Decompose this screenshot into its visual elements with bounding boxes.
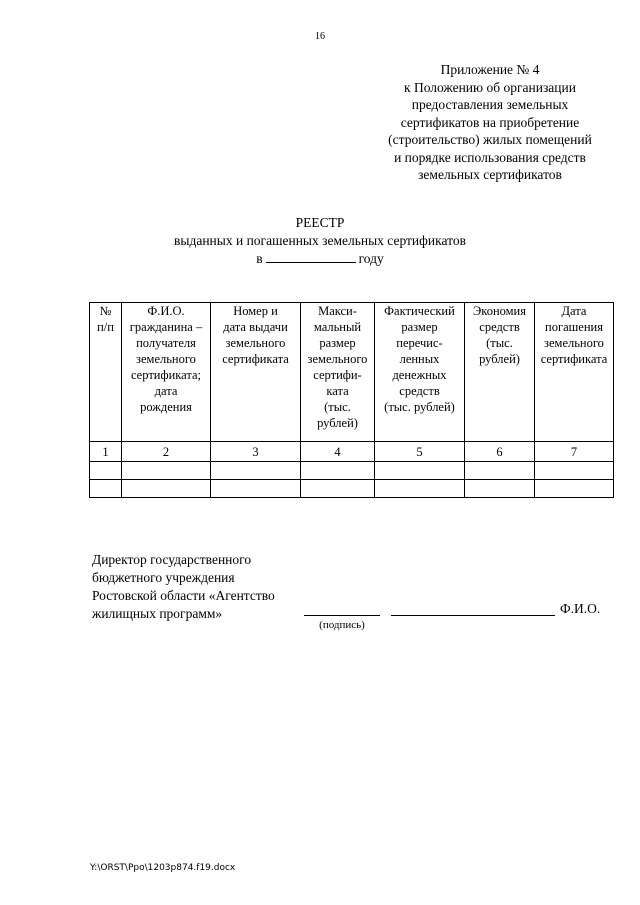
header-cell: Фактический размер перечис- ленных денежных средств (тыс. рублей) xyxy=(375,303,465,442)
table-cell xyxy=(465,480,535,498)
register-table xyxy=(89,302,614,498)
page-number: 16 xyxy=(315,31,325,42)
table-cell xyxy=(301,480,375,498)
column-number: 7 xyxy=(535,442,614,462)
table-cell xyxy=(90,480,122,498)
table-cell xyxy=(375,462,465,480)
column-number: 5 xyxy=(375,442,465,462)
year-fill-line xyxy=(266,250,356,263)
director-line: Директор государственного xyxy=(92,552,252,567)
name-line xyxy=(391,615,555,616)
column-number: 2 xyxy=(122,442,211,462)
file-path-footer: Y:\ORST\Ppo\1203p874.f19.docx xyxy=(90,863,236,873)
header-cell: № п/п xyxy=(90,303,122,442)
table-cell xyxy=(122,480,211,498)
table-cell xyxy=(211,462,301,480)
appendix-note xyxy=(368,61,612,184)
column-number: 4 xyxy=(301,442,375,462)
column-number-row xyxy=(90,442,614,462)
table-cell xyxy=(122,462,211,480)
header-cell: Макси- мальный размер земельного сертифи- ката (тыс. рублей) xyxy=(301,303,375,442)
header-cell: Ф.И.О. гражданина – получателя земельного сертификата; дата рождения xyxy=(122,303,211,442)
appendix-line: сертификатов на приобретение xyxy=(400,114,580,130)
header-cell: Номер и дата выдачи земельного сертификата xyxy=(211,303,301,442)
table-cell xyxy=(535,480,614,498)
director-line: жилищных программ» xyxy=(92,606,223,621)
appendix-line: (строительство) жилых помещений xyxy=(388,132,592,147)
table-cell xyxy=(90,462,122,480)
year-prefix: в xyxy=(256,251,263,266)
signature-line xyxy=(304,615,380,616)
year-suffix: году xyxy=(358,251,384,266)
table-cell xyxy=(375,480,465,498)
header-cell: Экономия средств (тыс. рублей) xyxy=(465,303,535,442)
header-cell: Дата погашения земельного сертификата xyxy=(535,303,614,442)
name-label: Ф.И.О. xyxy=(560,601,601,616)
table-row xyxy=(90,462,614,480)
column-number: 3 xyxy=(211,442,301,462)
table-row xyxy=(90,480,614,498)
appendix-line: земельных сертификатов xyxy=(418,167,562,182)
director-line: Ростовской области «Агентство xyxy=(92,588,275,603)
table-header-row xyxy=(90,303,614,442)
appendix-line: предоставления земельных xyxy=(411,97,569,112)
title-heading: РЕЕСТР xyxy=(295,215,345,230)
appendix-line: и порядке использования средств xyxy=(394,149,586,165)
title-subtitle: выданных и погашенных земельных сертификатов xyxy=(174,233,466,248)
appendix-line: Приложение № 4 xyxy=(440,62,540,77)
signature-label: (подпись) xyxy=(319,619,365,631)
appendix-line: к Положению об организации xyxy=(404,79,576,95)
director-line: бюджетного учреждения xyxy=(92,570,235,585)
column-number: 6 xyxy=(465,442,535,462)
table-cell xyxy=(211,480,301,498)
title-year-line xyxy=(0,250,640,268)
table-cell xyxy=(465,462,535,480)
column-number: 1 xyxy=(90,442,122,462)
table-cell xyxy=(535,462,614,480)
table-cell xyxy=(301,462,375,480)
document-title xyxy=(0,214,640,268)
director-title xyxy=(92,551,275,623)
